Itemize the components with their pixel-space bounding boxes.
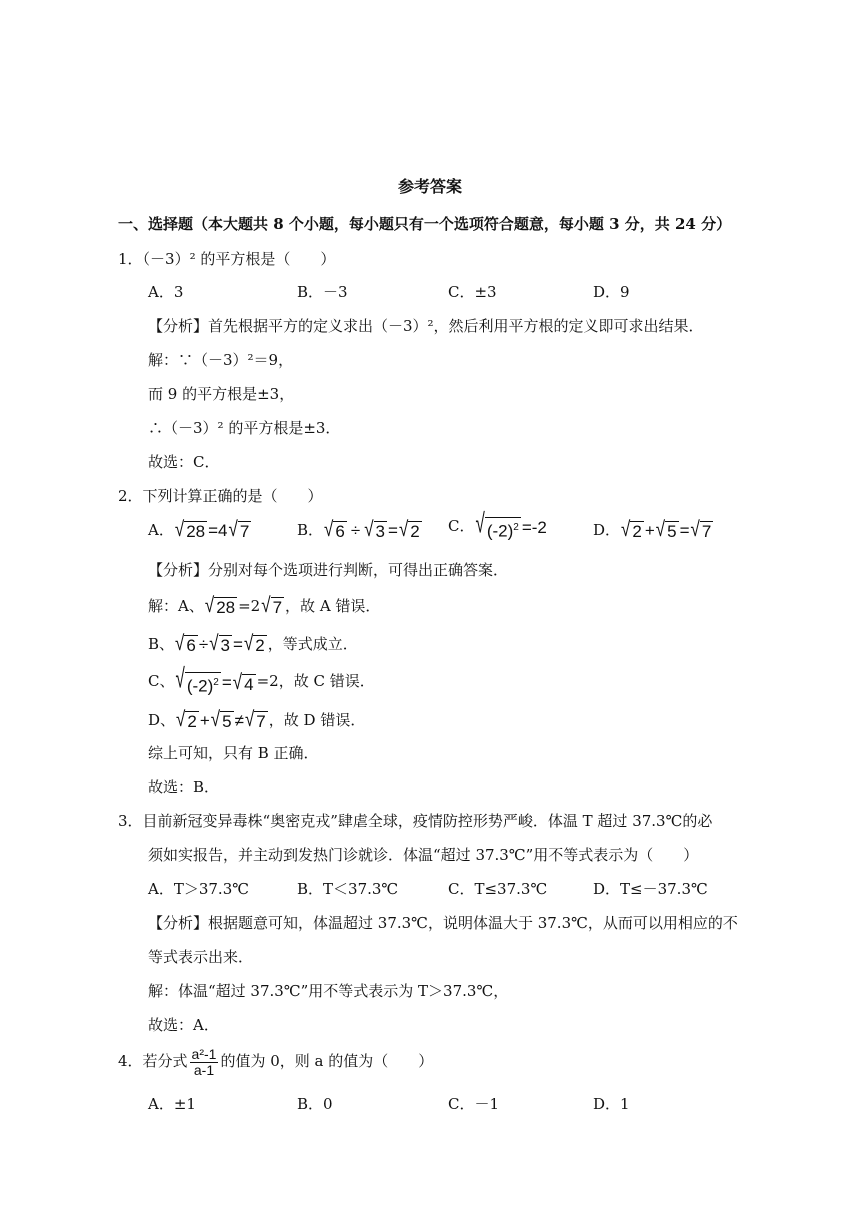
sqrt-expression: √ 28 [174,517,206,542]
q3-analysis-line2: 等式表示出来． [148,948,254,966]
q3-stem-line1: 3．目前新冠变异毒株“奥密克戎”肆虐全球，疫情防控形势严峻．体温 T 超过 37.3℃的必 [118,812,713,830]
q2-option-b: B． √ 6 ÷ √ 3 = √ 2 [297,517,420,542]
q4-option-a: A．±1 [148,1095,196,1113]
q3-solution: 解：体温“超过 37.3℃”用不等式表示为 T＞37.3℃， [148,982,509,1000]
q2-summary: 综上可知，只有 B 正确． [148,744,319,762]
q2-solution-c: C、 √ $(-2)^2$ = √ 4 =2，故 C 错误． [148,663,375,696]
q1-solution-line1: 解：∵（－3）²＝9， [148,351,294,369]
q3-answer: 故选：A． [148,1016,219,1034]
q3-stem-line2: 须如实报告，并主动到发热门诊就诊．体温“超过 37.3℃”用不等式表示为（ ） [148,846,699,864]
q1-option-b: B．－3 [297,283,348,301]
q4-option-b: B．0 [297,1095,333,1113]
q4-option-d: D．1 [593,1095,630,1113]
q2-option-a-label: A． [148,521,174,539]
q4-option-c: C．－1 [448,1095,500,1113]
q2-answer: 故选：B． [148,778,220,796]
q1-analysis: 【分析】首先根据平方的定义求出（－3）²，然后利用平方根的定义即可求出结果． [148,317,704,335]
q1-stem: 1．（－3）² 的平方根是（ ） [118,250,336,268]
q2-solution-b: B、 √ 6 ÷ √ 3 = √ 2 ，等式成立． [148,631,358,656]
q3-option-d: D．T≤－37.3℃ [593,880,708,898]
q3-option-a: A．T＞37.3℃ [148,880,250,898]
q2-option-c: C． √ $(-2)^2$ =-2 [448,508,547,541]
fraction: $\frac{\text{a²-1}}{a-1}$ [191,1045,217,1078]
q1-solution-line2: 而 9 的平方根是±3， [148,385,295,403]
q1-option-d: D．9 [593,283,630,301]
q2-solution-d: D、 √ 2 + √ 5 ≠ √ 7 ，故 D 错误． [148,707,366,732]
q4-stem: 4．若分式 $\frac{\text{a²-1}}{a-1}$ 的值为 0，则 a 的值为（ ） [118,1045,434,1078]
q1-option-a: A．3 [148,283,184,301]
q2-option-d: D． √ 2 + √ 5 = √ 7 [593,517,712,542]
q2-analysis: 【分析】分别对每个选项进行判断，可得出正确答案． [148,561,509,579]
q1-option-c: C．±3 [448,283,497,301]
q3-option-b: B．T＜37.3℃ [297,880,399,898]
q3-option-c: C．T≤37.3℃ [448,880,548,898]
q1-solution-line3: ∴（－3）² 的平方根是±3． [148,419,341,437]
page-title: 参考答案 [397,177,462,196]
q1-answer: 故选：C． [148,453,220,471]
q2-solution-a: 解：A、 √ 28 =2 √ 7 ，故 A 错误． [148,593,381,618]
q2-option-a: A． √ 28 =4 √ 7 [148,517,250,542]
q3-analysis-line1: 【分析】根据题意可知，体温超过 37.3℃，说明体温大于 37.3℃，从而可以用相应的不 [148,914,738,932]
section-heading: 一、选择题（本大题共 8 个小题，每小题只有一个选项符合题意，每小题 3 分，共 24 分） [118,215,732,233]
q2-stem: 2．下列计算正确的是（ ） [118,487,323,505]
